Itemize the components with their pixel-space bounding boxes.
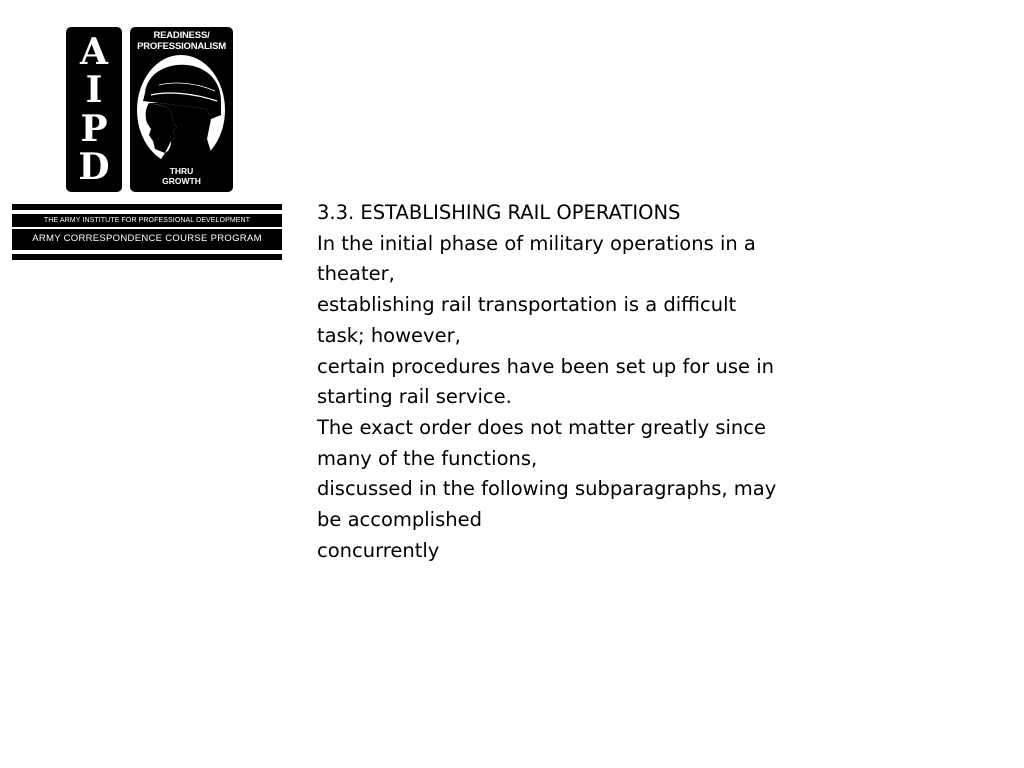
text-line: In the initial phase of military operations in a	[317, 231, 756, 255]
logo-letter-p: P	[80, 107, 108, 150]
logo-readiness: READINESS/	[153, 30, 210, 41]
banner-separator	[12, 227, 282, 229]
helmeted-soldier-icon	[137, 55, 225, 165]
section-heading: 3.3. ESTABLISHING RAIL OPERATIONS	[317, 201, 681, 224]
text-line: The exact order does not matter greatly since	[317, 415, 766, 439]
logo-panel-top-text	[130, 30, 233, 52]
text-line: discussed in the following subparagraphs, may	[317, 477, 777, 501]
logo-thru: THRU	[169, 166, 194, 176]
logo-panel-bottom-text	[130, 166, 233, 186]
logo-letter-d: D	[78, 145, 110, 188]
text-line: establishing rail transportation is a difficult	[317, 293, 737, 317]
logo-growth: GROWTH	[162, 176, 201, 186]
banner-program-text: ARMY CORRESPONDENCE COURSE PROGRAM	[32, 233, 262, 244]
logo-letter-i: I	[85, 69, 103, 112]
banner-top-rule	[12, 204, 282, 210]
banner-bottom-rule	[12, 254, 282, 260]
text-line: certain procedures have been set up for use in	[317, 354, 775, 378]
banner-institute-text: THE ARMY INSTITUTE FOR PROFESSIONAL DEVELOPMENT	[43, 217, 251, 224]
text-line: many of the functions,	[317, 446, 538, 470]
text-line: task; however,	[317, 323, 461, 347]
text-line: concurrently	[317, 538, 440, 562]
text-line: be accomplished	[317, 508, 482, 532]
logo-letter-a: A	[80, 31, 108, 74]
text-line: starting rail service.	[317, 385, 512, 409]
aipd-logo-letters	[66, 27, 122, 192]
document-body	[317, 198, 807, 566]
logo-professionalism: PROFESSIONALISM	[137, 41, 226, 52]
text-line: theater,	[317, 262, 395, 286]
